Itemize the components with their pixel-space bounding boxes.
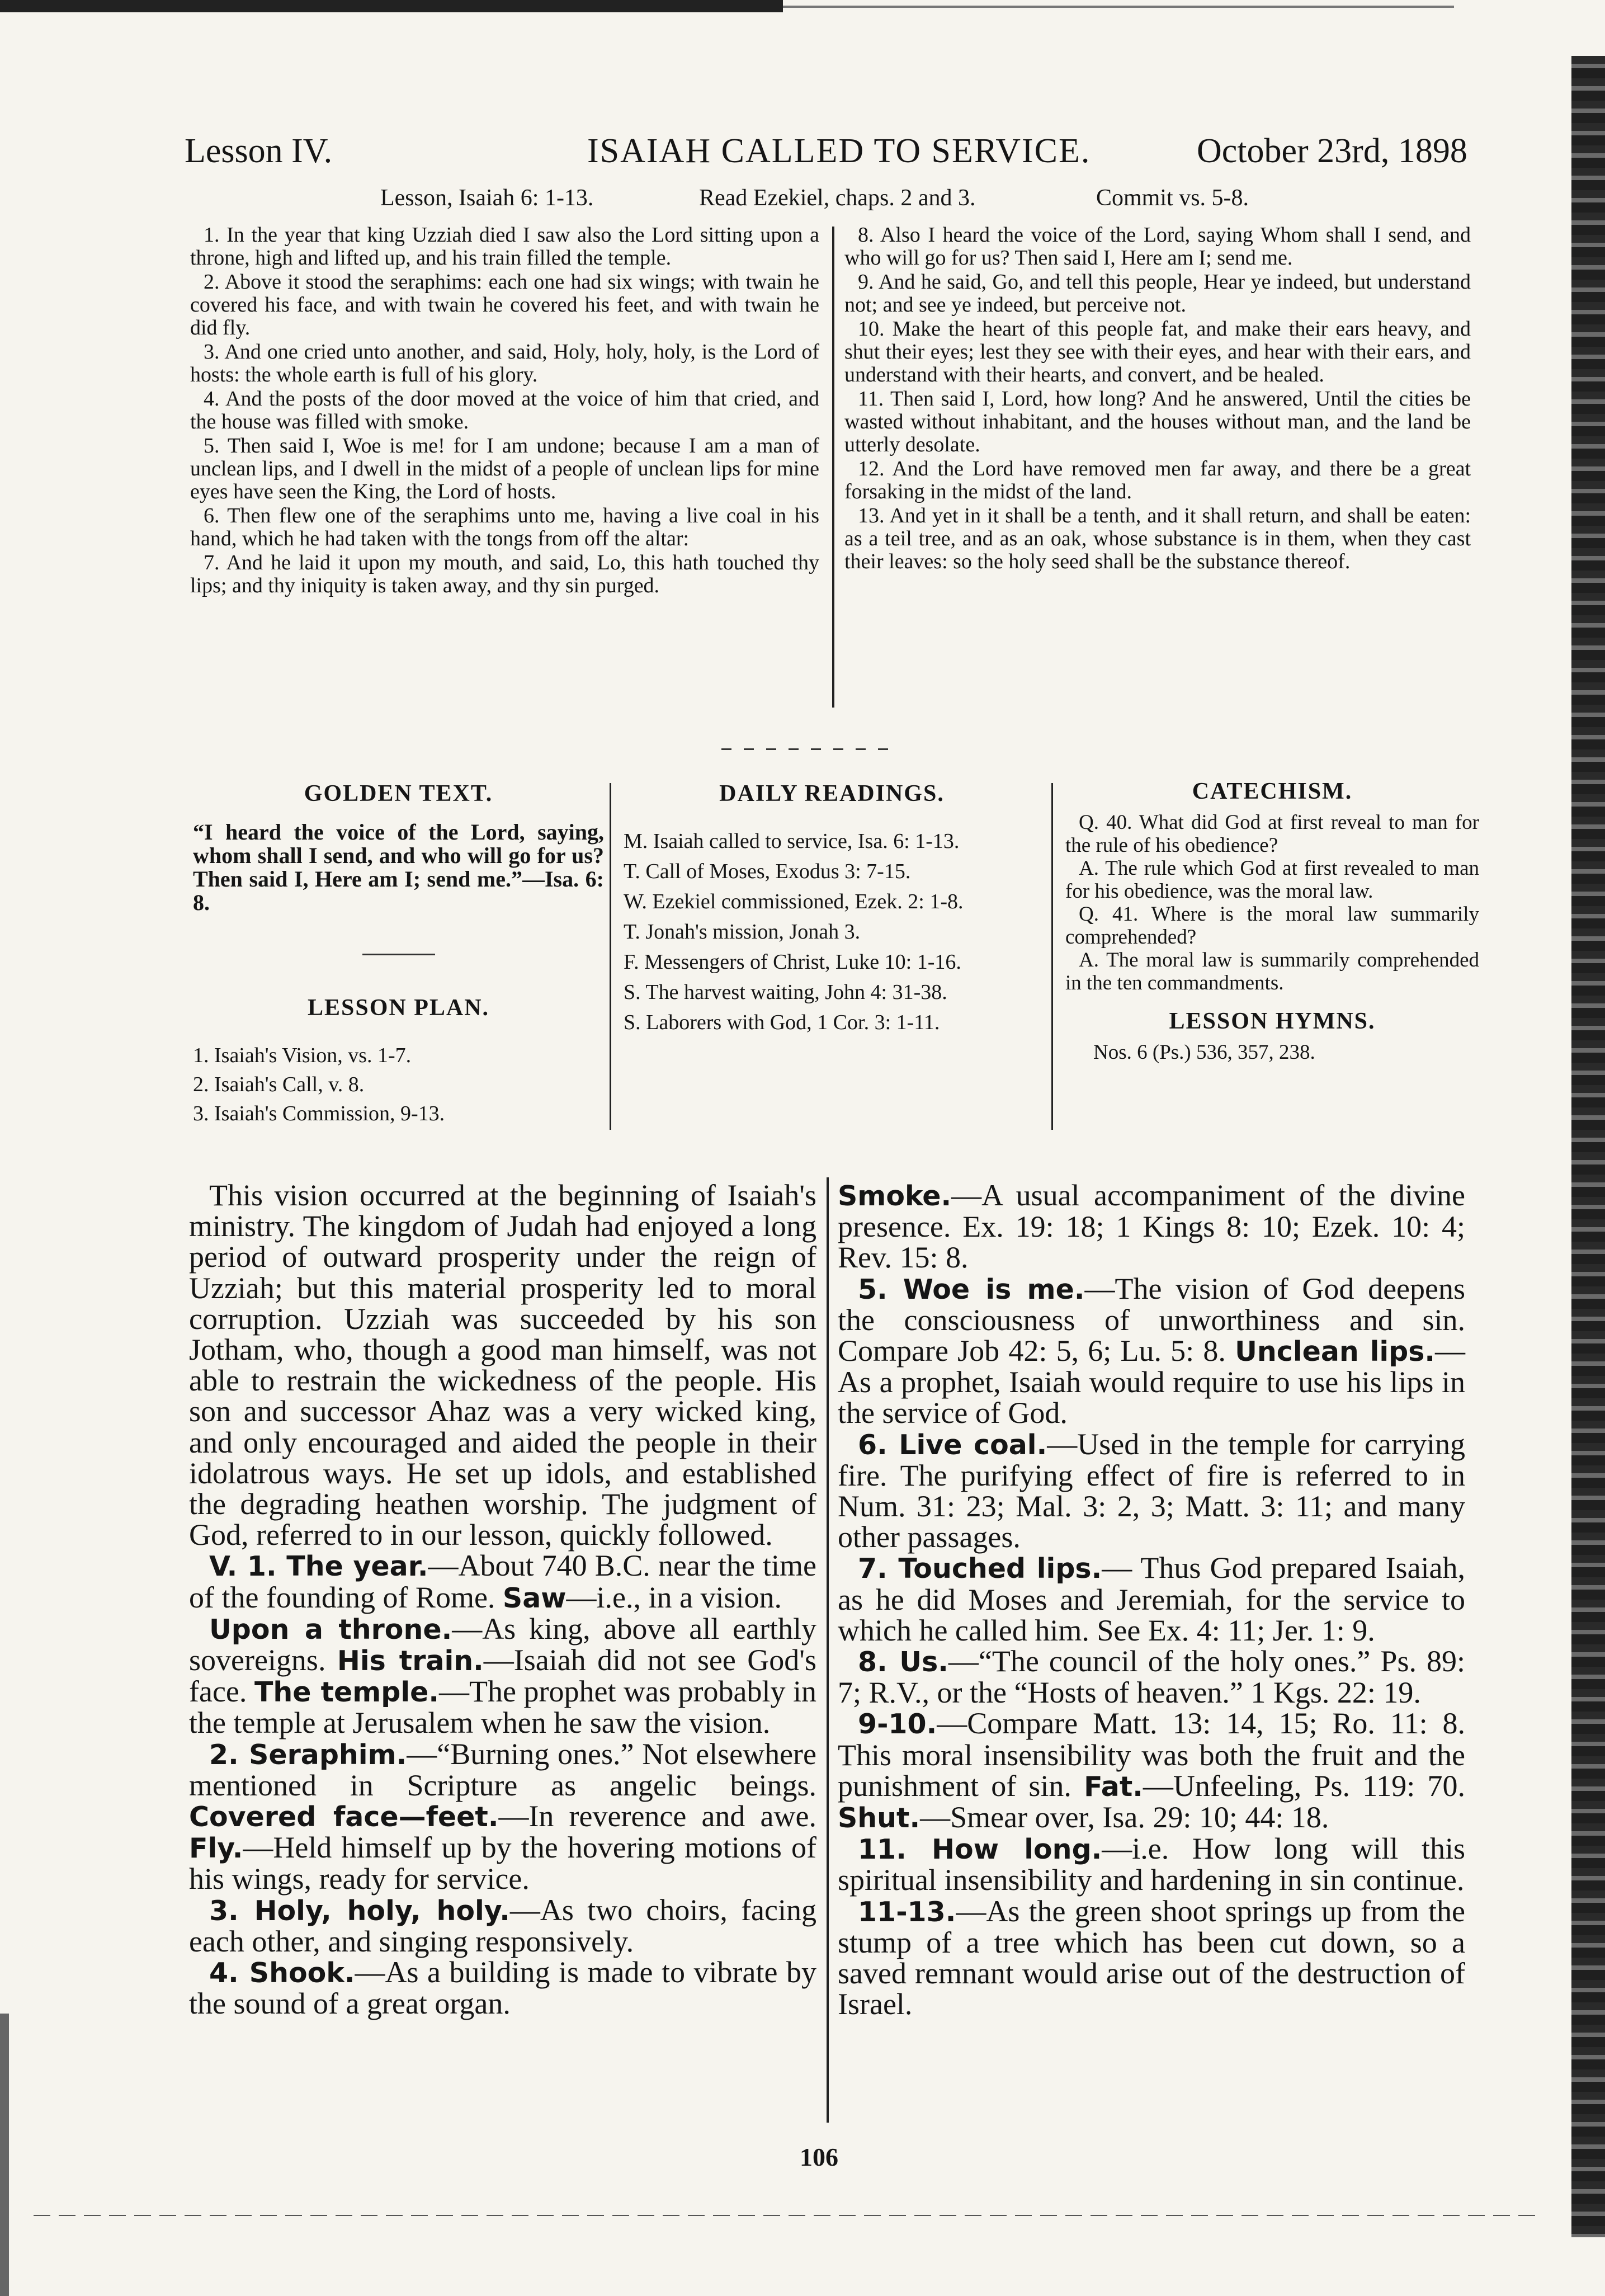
note-smoke: Smoke.—A usual accompaniment of the divine presence. Ex. 19: 18; 1 Kings 8: 10; Ezek. 10: 4; Rev. 15: 8. [838,1178,1465,1275]
lesson-plan-item: 2. Isaiah's Call, v. 8. [193,1073,365,1096]
scan-edge-top-line [783,6,1454,8]
daily-readings-section [624,780,1040,1041]
note-verse-1: V. 1. The year.—About 740 B.C. near the time of the founding of Rome. Saw—i.e., in a vision. [189,1549,816,1614]
scan-edge-right [1571,56,1605,2237]
catechism-section [1065,780,1479,1064]
note-keyword: 7. Touched lips. [858,1553,1102,1585]
scripture-divider [832,227,834,708]
column-divider [1051,783,1053,1130]
scripture-verse: 2. Above it stood the seraphims: each one had six wings; with twain he covered his face, and with twain he covered his feet, and with twain he did fly. [190,270,819,340]
scripture-verse: 1. In the year that king Uzziah died I saw also the Lord sitting upon a throne, high and lifted up, and his train filled the temple. [190,223,819,270]
lesson-hymns-heading: LESSON HYMNS. [1169,1008,1376,1034]
note-keyword: 11-13. [858,1896,956,1928]
catechism-question-40: Q. 40. What did God at first reveal to man for the rule of his obedience? [1065,811,1479,857]
note-keyword: 6. Live coal. [858,1428,1047,1461]
lesson-plan-item: 1. Isaiah's Vision, vs. 1-7. [193,1044,412,1067]
note-verse-6: 6. Live coal.—Used in the temple for carrying fire. The purifying effect of fire is referred to in Num. 31: 23; Mal. 3: 2, 3; Matt. 3: 11; and many other passages. [838,1427,1465,1554]
reading-item: T. Call of Moses, Exodus 3: 7-15. [624,860,911,883]
bottom-rule [34,2215,1543,2216]
note-keyword: Unclean lips. [1235,1336,1436,1368]
lesson-reference: Lesson, Isaiah 6: 1-13. [380,185,594,211]
reading-item: S. Laborers with God, 1 Cor. 3: 1-11. [624,1011,940,1034]
note-verse-2: 2. Seraphim.—“Burning ones.” Not elsewhere mentioned in Scripture as angelic beings. Covered face—feet.—In reverence and awe. Fly.—Held himself up by the hovering motions of his wings, ready for service. [189,1737,816,1896]
catechism-question-41: Q. 41. Where is the moral law summarily comprehended? [1065,903,1479,949]
note-verse-11: 11. How long.—i.e. How long will this spiritual insensibility and hardening in sin continue. [838,1832,1465,1897]
note-keyword: 5. Woe is me. [858,1273,1085,1305]
reading-item: T. Jonah's mission, Jonah 3. [624,920,861,944]
notes-right-column [838,1180,1465,2020]
note-keyword: 11. How long. [858,1833,1102,1866]
commit-reference: Commit vs. 5-8. [1096,185,1249,211]
reading-item: M. Isaiah called to service, Isa. 6: 1-13. [624,829,960,853]
scripture-verse: 5. Then said I, Woe is me! for I am undone; because I am a man of unclean lips, and I dwell in the midst of a people of unclean lips for mine eyes have seen the King, the Lord of hosts. [190,434,819,503]
scripture-verse: 12. And the Lord have removed men far away, and there be a great forsaking in the midst of the land. [844,457,1471,503]
lesson-plan-heading: LESSON PLAN. [307,995,490,1021]
daily-readings-heading: DAILY READINGS. [719,781,945,807]
catechism-answer-41: A. The moral law is summarily comprehended in the ten commandments. [1065,949,1479,994]
section-separator [721,748,889,750]
note-keyword: 8. Us. [858,1646,948,1679]
note-verse-5: 5. Woe is me.—The vision of God deepens the consciousness of unworthiness and sin. Compare Job 42: 5, 6; Lu. 5: 8. Unclean lips.—As a prophet, Isaiah would require to use his lips in the service of God. [838,1271,1466,1430]
note-keyword: 2. Seraphim. [209,1738,407,1771]
note-verse-11-13: 11-13.—As the green shoot springs up from the stump of a tree which has been cut down, so a saved remnant would arise out of the destruction of Israel. [838,1894,1465,2021]
note-keyword: Fly. [189,1832,243,1865]
lesson-number: Lesson IV. [185,132,333,170]
scripture-verse: 11. Then said I, Lord, how long? And he answered, Until the cities be wasted without inhabitant, and the houses without man, and the land be utterly desolate. [844,387,1471,456]
note-keyword: Fat. [1084,1770,1143,1803]
note-throne: Upon a throne.—As king, above all earthly sovereigns. His train.—Isaiah did not see God's face. The temple.—The prophet was probably in the temple at Jerusalem when he saw the vision. [189,1611,817,1740]
note-verse-8: 8. Us.—“The council of the holy ones.” Ps. 89: 7; R.V., or the “Hosts of heaven.” 1 Kgs. 22: 19. [838,1644,1465,1710]
notes-divider [827,1177,829,2123]
reading-reference: Read Ezekiel, chaps. 2 and 3. [699,185,976,211]
scripture-verse: 9. And he said, Go, and tell this people, Hear ye indeed, but understand not; and see ye indeed, but perceive not. [844,270,1471,317]
note-keyword: Upon a throne. [209,1613,452,1646]
note-keyword: The temple. [254,1676,440,1709]
note-verse-3: 3. Holy, holy, holy.—As two choirs, facing each other, and singing responsively. [189,1893,816,1958]
scripture-verse: 6. Then flew one of the seraphims unto me, having a live coal in his hand, which he had taken with the tongs from off the altar: [190,504,819,550]
scripture-verse: 13. And yet in it shall be a tenth, and it shall return, and shall be eaten: as a teil tree, and as an oak, whose substance is in them, when they cast their leaves: so the holy seed shall be the substance thereof. [844,504,1471,573]
note-keyword: Covered face—feet. [189,1801,499,1833]
scripture-verse: 7. And he laid it upon my mouth, and said, Lo, this hath touched thy lips; and thy iniquity is taken away, and thy sin purged. [190,551,819,597]
note-keyword: His train. [337,1645,484,1677]
note-keyword: 4. Shook. [209,1957,355,1989]
catechism-heading: CATECHISM. [1192,779,1353,804]
golden-text: “I heard the voice of the Lord, saying, whom shall I send, and who will go for us? Then said I, Here am I; send me.”—Isa. 6: 8. [193,819,604,915]
daily-readings-list [624,829,1040,1034]
catechism-answer-40: A. The rule which God at first revealed to man for his obedience, was the moral law. [1065,857,1479,903]
notes-left-column [189,1180,816,2019]
reading-item: F. Messengers of Christ, Luke 10: 1-16. [624,950,961,974]
scan-edge-top [0,0,783,12]
column-divider [610,783,611,1130]
page-number: 106 [800,2143,838,2171]
lesson-hymns-text: Nos. 6 (Ps.) 536, 357, 238. [1093,1041,1315,1064]
note-verse-4: 4. Shook.—As a building is made to vibrate by the sound of a great organ. [189,1955,816,2021]
note-verse-9-10: 9-10.—Compare Matt. 13: 14, 15; Ro. 11: 8. This moral insensibility was both the fruit and the punishment of sin. Fat.—Unfeeling, Ps. 119: 70. Shut.—Smear over, Isa. 29: 10; 44: 18. [838,1706,1465,1835]
golden-text-section [193,780,604,1131]
scripture-verse: 4. And the posts of the door moved at the voice of him that cried, and the house was filled with smoke. [190,387,819,433]
reading-item: S. The harvest waiting, John 4: 31-38. [624,980,947,1004]
notes-intro: This vision occurred at the beginning of Isaiah's ministry. The kingdom of Judah had enjoyed a long period of outward prosperity under the reign of Uzziah; but this material prosperity led to moral corruption. Uzziah was succeeded by his son Jotham, who, though a good man himself, was not able to restrain the wickedness of the people. His son and successor Ahaz was a very wicked king, and only encouraged and aided the people in their idolatrous ways. He set up idols, and established the degrading heathen worship. The judgment of God, referred to in our lesson, quickly followed. [189,1178,816,1552]
scan-edge-left [0,2014,9,2296]
note-keyword: Shut. [838,1802,920,1835]
note-keyword: Smoke. [838,1180,952,1212]
scripture-left-column [190,224,819,598]
reading-item: W. Ezekiel commissioned, Ezek. 2: 1-8. [624,890,964,913]
lesson-date: October 23rd, 1898 [1197,132,1467,170]
scripture-verse: 8. Also I heard the voice of the Lord, saying Whom shall I send, and who will go for us? Then said I, Here am I; send me. [844,223,1471,270]
note-verse-7: 7. Touched lips.— Thus God prepared Isaiah, as he did Moses and Jeremiah, for the service to which he called him. See Ex. 4: 11; Jer. 1: 9. [838,1551,1466,1647]
lesson-plan-list [193,1044,604,1125]
scripture-right-column [844,224,1471,574]
lesson-plan-item: 3. Isaiah's Commission, 9-13. [193,1102,445,1125]
scripture-verse: 10. Make the heart of this people fat, and make their ears heavy, and shut their eyes; lest they see with their eyes, and hear with their ears, and understand with their hearts, and convert, and be healed. [844,317,1471,386]
scripture-verse: 3. And one cried unto another, and said, Holy, holy, holy, is the Lord of hosts: the whole earth is full of his glory. [190,340,819,386]
note-keyword: Saw [502,1582,567,1614]
note-keyword: V. 1. The year. [209,1550,428,1583]
golden-text-heading: GOLDEN TEXT. [304,781,493,807]
note-keyword: 9-10. [858,1708,937,1741]
note-keyword: 3. Holy, holy, holy. [209,1894,510,1927]
golden-divider [362,954,435,955]
page-title: ISAIAH CALLED TO SERVICE. [587,132,1091,170]
